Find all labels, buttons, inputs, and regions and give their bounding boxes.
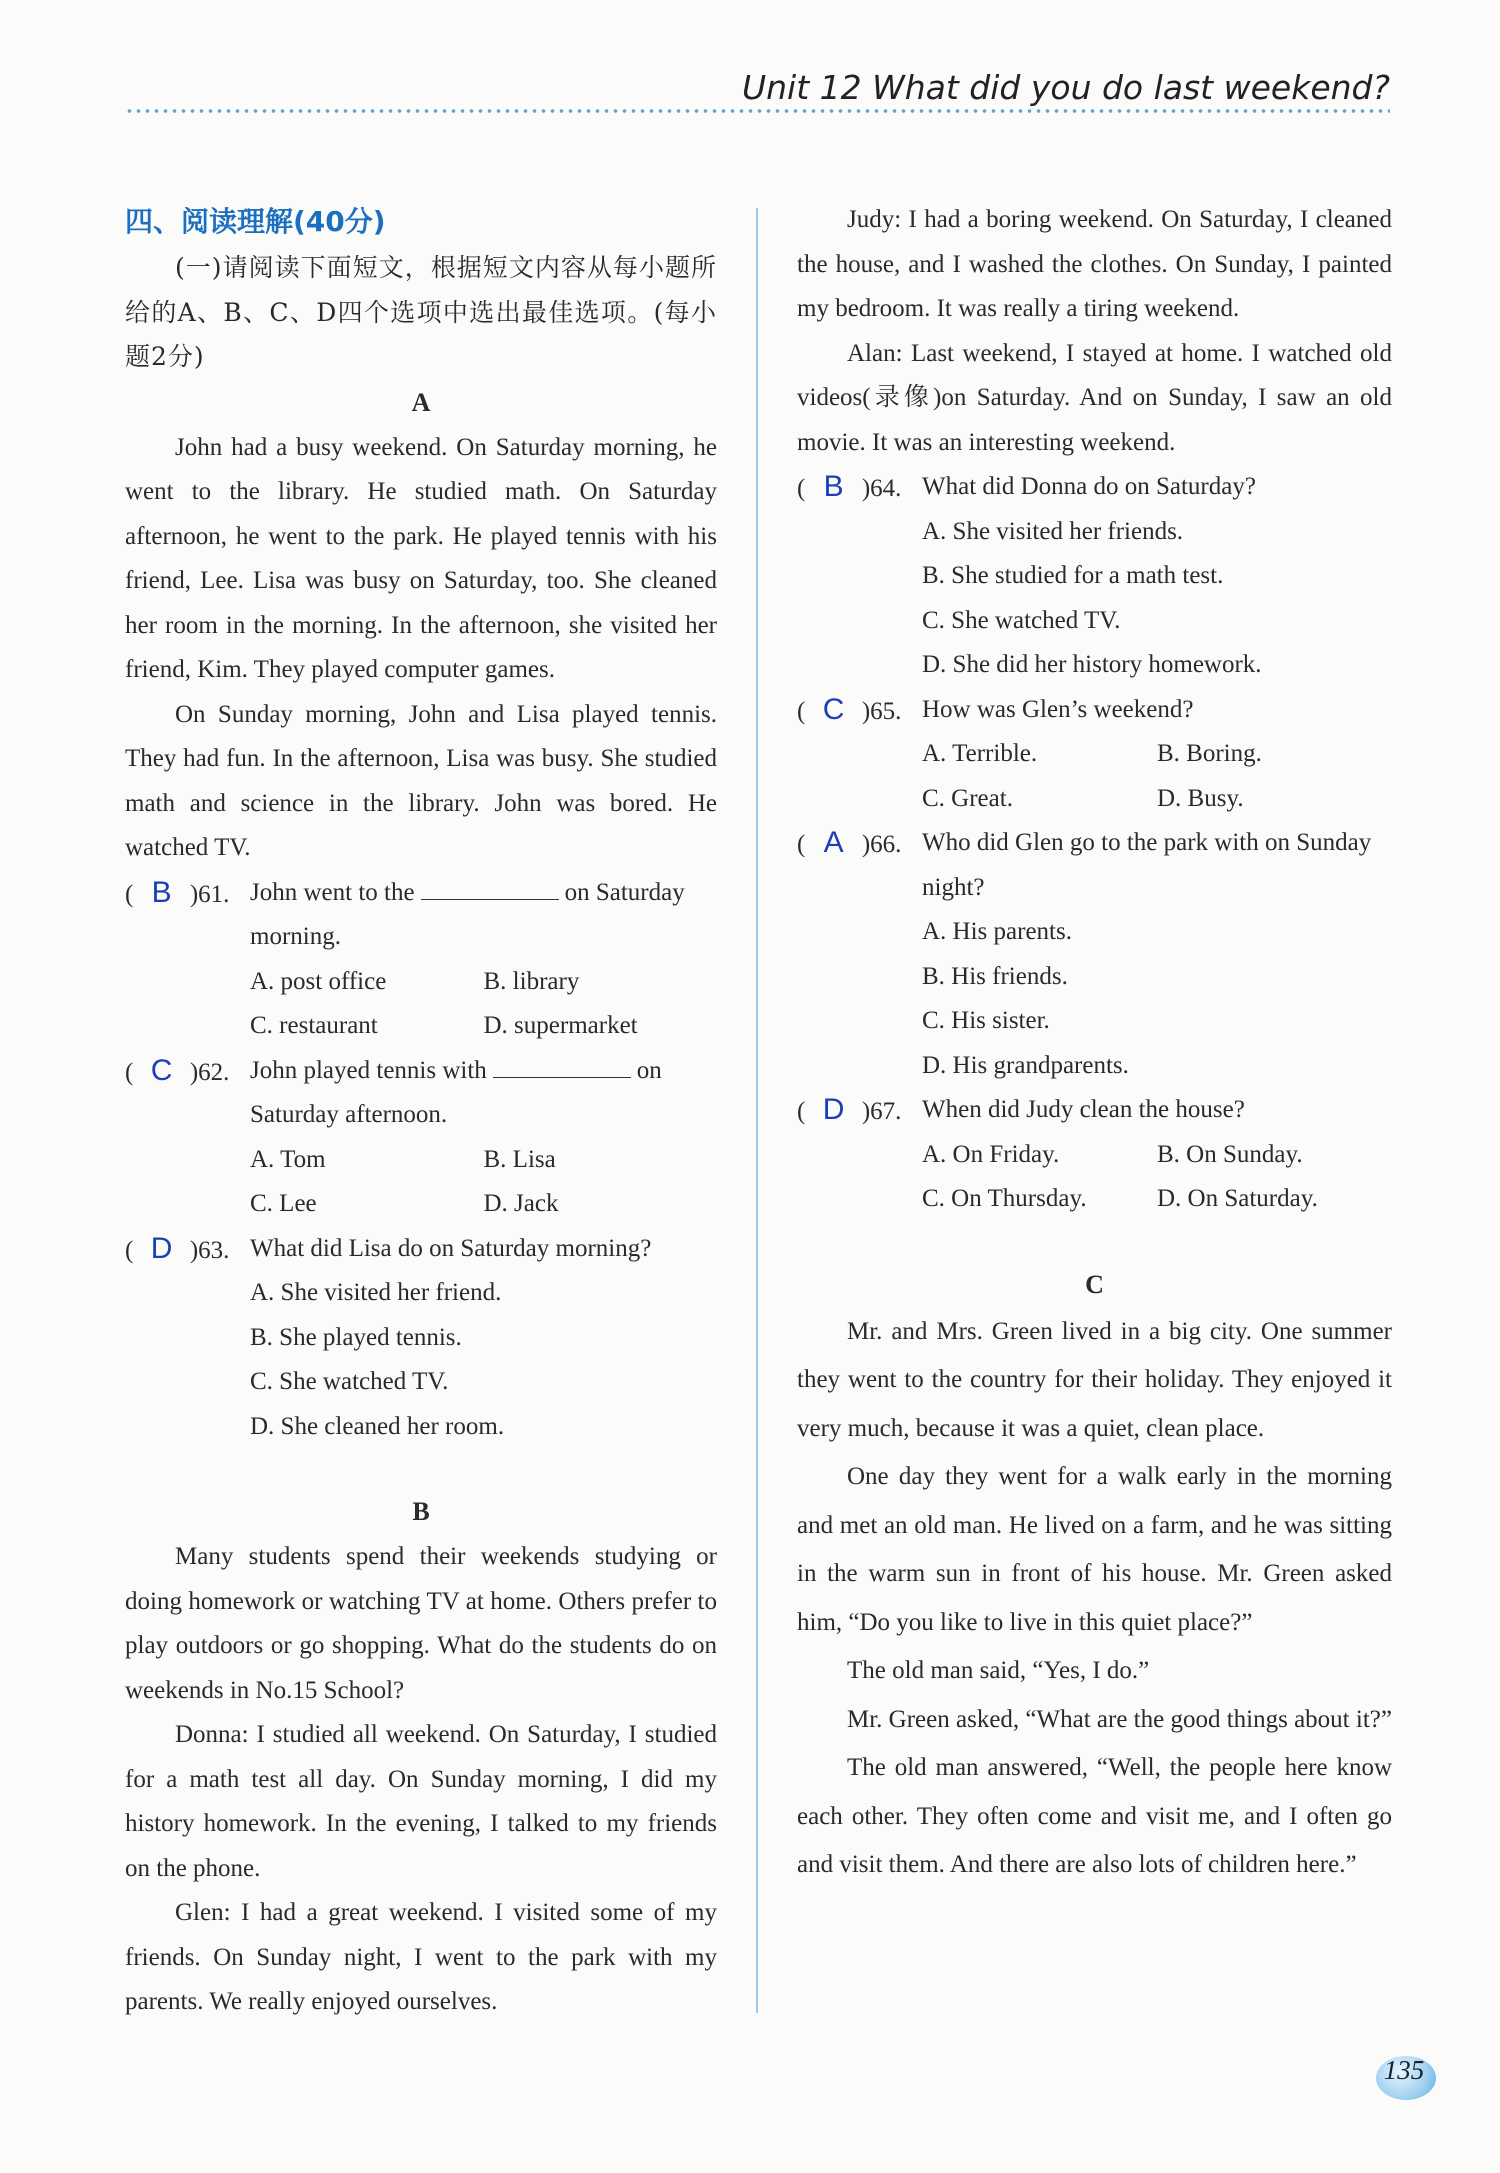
passage-paragraph: John had a busy weekend. On Saturday morning, he went to the library. He studied math. On Saturday afternoon, he went to the park. He played tennis with his friend, Lee. Lisa was busy on Saturday, too. She cleaned her room in the morning. In the afternoon, she visited her friend, Kim. They played computer games. bbox=[125, 433, 717, 683]
question-63: ( D )63. What did Lisa do on Saturday morning? bbox=[125, 1227, 717, 1272]
options bbox=[797, 1133, 1392, 1222]
option: B. library bbox=[483, 967, 580, 995]
options bbox=[125, 1271, 717, 1449]
passage-c-label: C bbox=[1085, 1269, 1104, 1299]
option: D. His grandparents. bbox=[922, 1051, 1129, 1079]
column-divider bbox=[756, 208, 758, 2013]
passage-paragraph: The old man said, “Yes, I do.” bbox=[847, 1657, 1150, 1684]
question-stem: Who did Glen go to the park with on Sunday night? bbox=[922, 829, 1372, 901]
passage-paragraph: Mr. Green asked, “What are the good things about it?” bbox=[847, 1705, 1392, 1733]
option: D. She cleaned her room. bbox=[250, 1412, 505, 1440]
passage-paragraph: Many students spend their weekends studying or doing homework or watching TV at home. Others prefer to play outdoors or go shopping. What do the students do on weekends in No.15 School? bbox=[125, 1543, 717, 1704]
options bbox=[797, 732, 1392, 821]
left-column bbox=[125, 198, 717, 2025]
option: D. supermarket bbox=[483, 1012, 638, 1039]
section-title: 四、阅读理解(40分) bbox=[125, 205, 386, 238]
dotted-rule bbox=[125, 108, 1390, 114]
question-stem: on Saturday morning. bbox=[250, 878, 685, 950]
passage-paragraph: One day they went for a walk early in the morning and met an old man. He lived on a farm, and he was sitting in the warm sun in front of his house. Mr. Green asked him, “Do you like to live in this quiet place?” bbox=[797, 1463, 1392, 1636]
option: A. On Friday. bbox=[922, 1140, 1060, 1168]
option: A. She visited her friends. bbox=[922, 517, 1184, 545]
options bbox=[797, 510, 1392, 688]
option: D. On Saturday. bbox=[1157, 1185, 1318, 1212]
option: B. His friends. bbox=[922, 962, 1068, 990]
question-64: ( B )64. What did Donna do on Saturday? bbox=[797, 465, 1392, 510]
answer-mark: C bbox=[822, 692, 845, 726]
question-stem: When did Judy clean the house? bbox=[922, 1096, 1245, 1123]
question-stem: John played tennis with bbox=[250, 1056, 487, 1084]
passage-paragraph: Judy: I had a boring weekend. On Saturday, I cleaned the house, and I washed the clothes. On Sunday, I painted my bedroom. It was really a tiring weekend. bbox=[797, 206, 1392, 322]
options bbox=[125, 960, 717, 1049]
question-66: ( A )66. Who did Glen go to the park with on Sunday night? bbox=[797, 821, 1392, 910]
option: B. She played tennis. bbox=[250, 1323, 462, 1351]
answer-mark: D bbox=[150, 1231, 173, 1265]
passage-b-label: B bbox=[412, 1497, 430, 1526]
passage-paragraph: Glen: I had a great weekend. I visited some of my friends. On Sunday night, I went to the park with my parents. We really enjoyed ourselves. bbox=[125, 1899, 717, 2015]
question-stem: What did Donna do on Saturday? bbox=[922, 473, 1256, 500]
answer-blank bbox=[421, 873, 559, 900]
question-stem: on Saturday afternoon. bbox=[250, 1056, 662, 1128]
page-header bbox=[125, 60, 1390, 116]
option: C. On Thursday. bbox=[922, 1185, 1087, 1212]
option: D. She did her history homework. bbox=[922, 651, 1262, 678]
question-67: ( D )67. When did Judy clean the house? bbox=[797, 1088, 1392, 1133]
option: C. Great. bbox=[922, 784, 1013, 812]
options bbox=[125, 1138, 717, 1227]
question-number: 67. bbox=[870, 1098, 902, 1125]
right-column bbox=[797, 198, 1392, 1890]
option: B. Boring. bbox=[1157, 740, 1262, 767]
option: C. restaurant bbox=[250, 1012, 378, 1039]
option: D. Busy. bbox=[1157, 784, 1244, 812]
page-number-text: 135 bbox=[1383, 2055, 1425, 2085]
answer-mark: A bbox=[823, 826, 844, 859]
option: C. She watched TV. bbox=[250, 1368, 449, 1395]
options bbox=[797, 910, 1392, 1088]
option: B. Lisa bbox=[483, 1145, 556, 1173]
option: A. His parents. bbox=[922, 918, 1072, 945]
question-62: ( C )62. John played tennis with on Saturday afternoon. bbox=[125, 1049, 717, 1138]
option: B. On Sunday. bbox=[1157, 1140, 1303, 1168]
question-number: 66. bbox=[870, 831, 902, 858]
section-instruction: (一)请阅读下面短文，根据短文内容从每小题所给的A、B、C、D四个选项中选出最佳选项。(每小题2分) bbox=[125, 253, 717, 371]
answer-blank bbox=[493, 1051, 631, 1078]
question-number: 61. bbox=[198, 880, 230, 908]
question-65: ( C )65. How was Glen’s weekend? bbox=[797, 688, 1392, 733]
question-number: 64. bbox=[870, 475, 902, 502]
passage-paragraph: Alan: Last weekend, I stayed at home. I watched old videos(录像)on Saturday. And on Sunday, I saw an old movie. It was an interesting weekend. bbox=[797, 339, 1392, 456]
option: C. She watched TV. bbox=[922, 606, 1121, 634]
unit-title: Unit 12 What did you do last weekend? bbox=[741, 68, 1390, 107]
option: A. Terrible. bbox=[922, 740, 1038, 767]
answer-mark: D bbox=[822, 1093, 845, 1126]
question-stem: What did Lisa do on Saturday morning? bbox=[250, 1234, 652, 1262]
option: D. Jack bbox=[483, 1190, 559, 1217]
answer-mark: B bbox=[151, 875, 172, 909]
question-number: 63. bbox=[198, 1236, 230, 1264]
option: B. She studied for a math test. bbox=[922, 562, 1224, 589]
option: A. Tom bbox=[250, 1145, 326, 1173]
option: C. His sister. bbox=[922, 1007, 1050, 1034]
option: A. She visited her friend. bbox=[250, 1279, 502, 1306]
question-stem: John went to the bbox=[250, 878, 415, 906]
answer-mark: B bbox=[823, 470, 844, 503]
page-number bbox=[1368, 2050, 1440, 2100]
option: C. Lee bbox=[250, 1190, 317, 1217]
option: A. post office bbox=[250, 967, 387, 995]
question-61: ( B )61. John went to the on Saturday morning. bbox=[125, 871, 717, 960]
passage-paragraph: Donna: I studied all weekend. On Saturday, I studied for a math test all day. On Sunday morning, I did my history homework. In the evening, I talked to my friends on the phone. bbox=[125, 1721, 717, 1882]
question-stem: How was Glen’s weekend? bbox=[922, 695, 1194, 723]
question-number: 65. bbox=[870, 697, 902, 725]
question-number: 62. bbox=[198, 1058, 230, 1086]
passage-paragraph: The old man answered, “Well, the people here know each other. They often come and visit me, and I often go and visit them. And there are also lots of children here.” bbox=[797, 1754, 1392, 1878]
passage-a-label: A bbox=[411, 387, 431, 417]
answer-mark: C bbox=[150, 1053, 173, 1087]
passage-paragraph: Mr. and Mrs. Green lived in a big city. One summer they went to the country for their holiday. They enjoyed it very much, because it was a quiet, clean place. bbox=[797, 1317, 1392, 1442]
passage-paragraph: On Sunday morning, John and Lisa played tennis. They had fun. In the afternoon, Lisa was busy. She studied math and science in the library. John was bored. He watched TV. bbox=[125, 700, 717, 861]
